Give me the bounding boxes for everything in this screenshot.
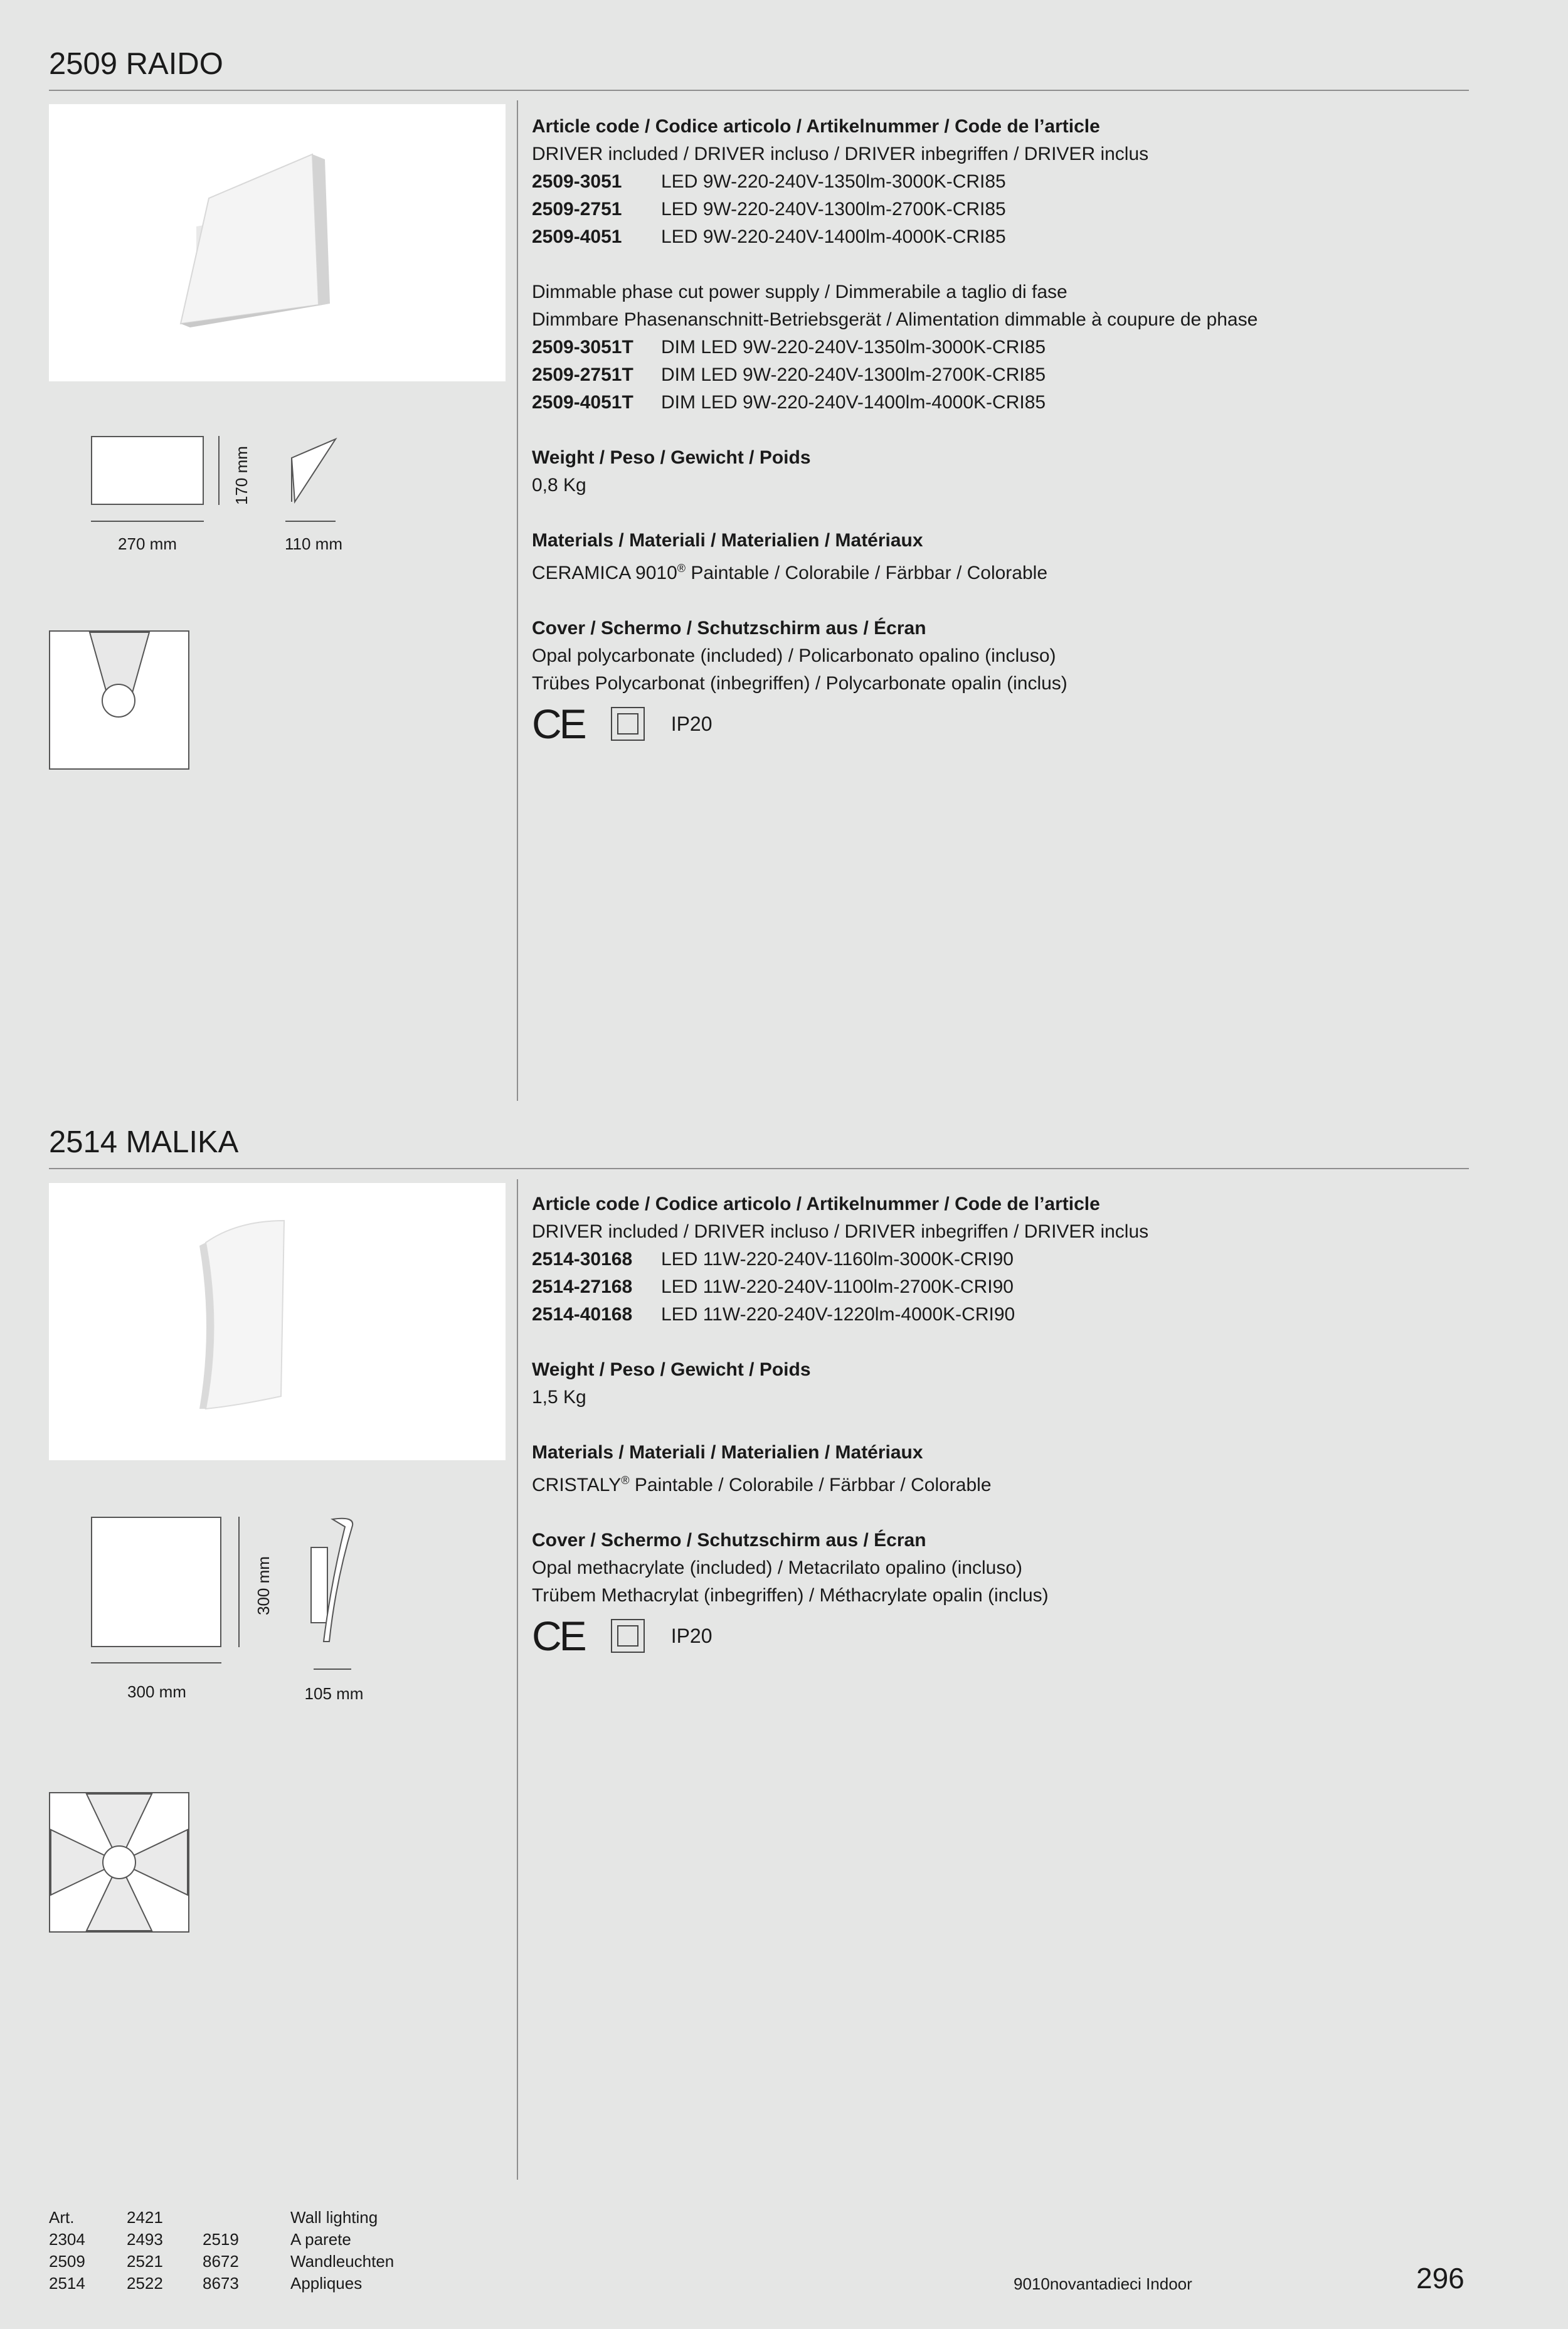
article-row — [532, 196, 1258, 223]
footer-art-code — [203, 2207, 239, 2229]
footer-category-fr: Appliques — [290, 2274, 363, 2293]
article-code: 2509-3051 — [532, 171, 622, 192]
cover-line: Opal polycarbonate (included) / Policarbonato opalino (incluso) — [532, 645, 1056, 666]
footer-art-code: 2421 — [127, 2208, 163, 2227]
light-emission-diagram — [49, 1792, 189, 1933]
article-code: 2509-4051 — [532, 226, 622, 247]
article-row — [532, 1273, 1148, 1301]
material-name: CERAMICA 9010 — [532, 563, 677, 583]
weight-heading: Weight / Peso / Gewicht / Poids — [532, 447, 811, 468]
page-number: 296 — [1416, 2262, 1465, 2295]
materials-value — [532, 554, 1258, 587]
dim-depth-label: 110 mm — [285, 534, 342, 553]
cover-heading: Cover / Schermo / Schutzschirm aus / Écran — [532, 1530, 926, 1551]
article-code: 2509-2751 — [532, 199, 622, 220]
width-dimension-line — [91, 1662, 221, 1663]
article-desc: LED 11W-220-240V-1100lm-2700K-CRI90 — [661, 1276, 1014, 1297]
front-view-drawing — [91, 436, 204, 505]
footer-art-code: 2521 — [127, 2252, 163, 2271]
weight-heading: Weight / Peso / Gewicht / Poids — [532, 1359, 811, 1380]
article-desc: DIM LED 9W-220-240V-1300lm-2700K-CRI85 — [661, 364, 1046, 385]
product-title: 2509 RAIDO — [49, 47, 223, 81]
dim-height-label: 170 mm — [232, 446, 251, 505]
weight-value: 0,8 Kg — [532, 475, 586, 496]
article-desc: DIM LED 9W-220-240V-1350lm-3000K-CRI85 — [661, 337, 1046, 358]
materials-value — [532, 1467, 1148, 1499]
ce-mark-icon: CE — [532, 1613, 585, 1659]
dim-depth-label: 105 mm — [304, 1684, 364, 1703]
dim-width-label: 300 mm — [127, 1682, 186, 1701]
footer-art-code: 2519 — [203, 2230, 239, 2249]
materials-heading: Materials / Materiali / Materialien / Matériaux — [532, 1442, 923, 1463]
product-photo — [49, 1183, 506, 1460]
footer-category-de: Wandleuchten — [290, 2252, 395, 2271]
footer-col-1 — [49, 2207, 85, 2295]
footer-art-code: 2522 — [127, 2274, 163, 2293]
column-divider — [517, 100, 518, 1101]
dim-width-label: 270 mm — [118, 534, 177, 553]
height-dimension-line — [238, 1517, 240, 1647]
footer-art-code: 2514 — [49, 2274, 85, 2293]
article-code: 2514-27168 — [532, 1276, 633, 1297]
article-row — [532, 1246, 1148, 1273]
article-desc: LED 11W-220-240V-1220lm-4000K-CRI90 — [661, 1304, 1015, 1325]
product-title: 2514 MALIKA — [49, 1125, 239, 1159]
article-row — [532, 389, 1258, 416]
product-info — [532, 1191, 1149, 1659]
ip-rating: IP20 — [670, 713, 712, 735]
cover-line: Trübes Polycarbonat (inbegriffen) / Polycarbonate opalin (inclus) — [532, 673, 1067, 694]
material-colorable: Paintable / Colorabile / Färbbar / Colorable — [686, 563, 1048, 583]
article-code-heading: Article code / Codice articolo / Artikelnummer / Code de l’article — [532, 116, 1100, 137]
article-code: 2509-4051T — [532, 392, 633, 413]
cover-line: Trübem Methacrylat (inbegriffen) / Méthacrylate opalin (inclus) — [532, 1585, 1049, 1606]
article-row — [532, 168, 1258, 196]
cover-heading: Cover / Schermo / Schutzschirm aus / Écran — [532, 618, 926, 639]
material-name: CRISTALY — [532, 1475, 622, 1495]
footer-art-code: 2509 — [49, 2252, 85, 2271]
width-dimension-line — [91, 521, 204, 522]
dim-height-label: 300 mm — [254, 1556, 273, 1615]
cover-line: Opal methacrylate (included) / Metacrilato opalino (incluso) — [532, 1557, 1023, 1578]
article-desc: LED 9W-220-240V-1350lm-3000K-CRI85 — [661, 171, 1006, 192]
footer-category — [290, 2207, 394, 2295]
column-divider — [517, 1179, 518, 2180]
ce-mark-icon: CE — [532, 701, 585, 747]
article-code: 2514-30168 — [532, 1249, 633, 1270]
driver-line: DRIVER included / DRIVER incluso / DRIVER inbegriffen / DRIVER inclus — [532, 1221, 1149, 1242]
article-row — [532, 1301, 1148, 1329]
material-colorable: Paintable / Colorabile / Färbbar / Colorable — [629, 1475, 992, 1495]
class-ii-icon — [611, 707, 645, 741]
footer-col-3 — [203, 2207, 239, 2295]
side-view-drawing — [285, 433, 342, 508]
footer-category-en: Wall lighting — [290, 2208, 378, 2227]
depth-dimension-line — [314, 1668, 351, 1670]
depth-dimension-line — [285, 521, 336, 522]
article-row — [532, 334, 1258, 361]
registered-mark: ® — [677, 562, 686, 575]
footer-art-code: 8673 — [203, 2274, 239, 2293]
product-photo — [49, 104, 506, 381]
class-ii-icon — [611, 1619, 645, 1653]
article-desc: LED 9W-220-240V-1400lm-4000K-CRI85 — [661, 226, 1006, 247]
article-code: 2514-40168 — [532, 1304, 633, 1325]
article-code-heading: Article code / Codice articolo / Artikelnummer / Code de l’article — [532, 1194, 1100, 1214]
footer-art-code: 2304 — [49, 2230, 85, 2249]
product-info — [532, 113, 1258, 747]
certification-marks — [532, 1613, 1148, 1659]
side-view-drawing — [307, 1513, 358, 1651]
article-desc: LED 11W-220-240V-1160lm-3000K-CRI90 — [661, 1249, 1014, 1270]
dimmable-heading-1: Dimmable phase cut power supply / Dimmerabile a taglio di fase — [532, 282, 1067, 302]
article-desc: LED 9W-220-240V-1300lm-2700K-CRI85 — [661, 199, 1006, 220]
footer-art-code: 8672 — [203, 2252, 239, 2271]
article-code: 2509-2751T — [532, 364, 633, 385]
footer-art-code: 2493 — [127, 2230, 163, 2249]
footer-col-2 — [127, 2207, 163, 2295]
article-code: 2509-3051T — [532, 337, 633, 358]
article-desc: DIM LED 9W-220-240V-1400lm-4000K-CRI85 — [661, 392, 1046, 413]
weight-value: 1,5 Kg — [532, 1387, 586, 1408]
front-view-drawing — [91, 1517, 221, 1647]
title-rule — [49, 1168, 1469, 1169]
dimmable-heading-2: Dimmbare Phasenanschnitt-Betriebsgerät / Alimentation dimmable à coupure de phase — [532, 309, 1258, 330]
article-row — [532, 223, 1258, 251]
height-dimension-line — [218, 436, 220, 505]
materials-heading: Materials / Materiali / Materialien / Matériaux — [532, 530, 923, 551]
footer-brand: 9010novantadieci Indoor — [1014, 2274, 1192, 2293]
footer-category-it: A parete — [290, 2230, 351, 2249]
certification-marks — [532, 701, 1258, 747]
footer-art-label: Art. — [49, 2208, 75, 2227]
title-rule — [49, 90, 1469, 91]
article-row — [532, 361, 1258, 389]
ip-rating: IP20 — [670, 1625, 712, 1647]
driver-line: DRIVER included / DRIVER incluso / DRIVER inbegriffen / DRIVER inclus — [532, 144, 1149, 164]
registered-mark: ® — [621, 1474, 630, 1487]
light-emission-diagram — [49, 630, 189, 770]
